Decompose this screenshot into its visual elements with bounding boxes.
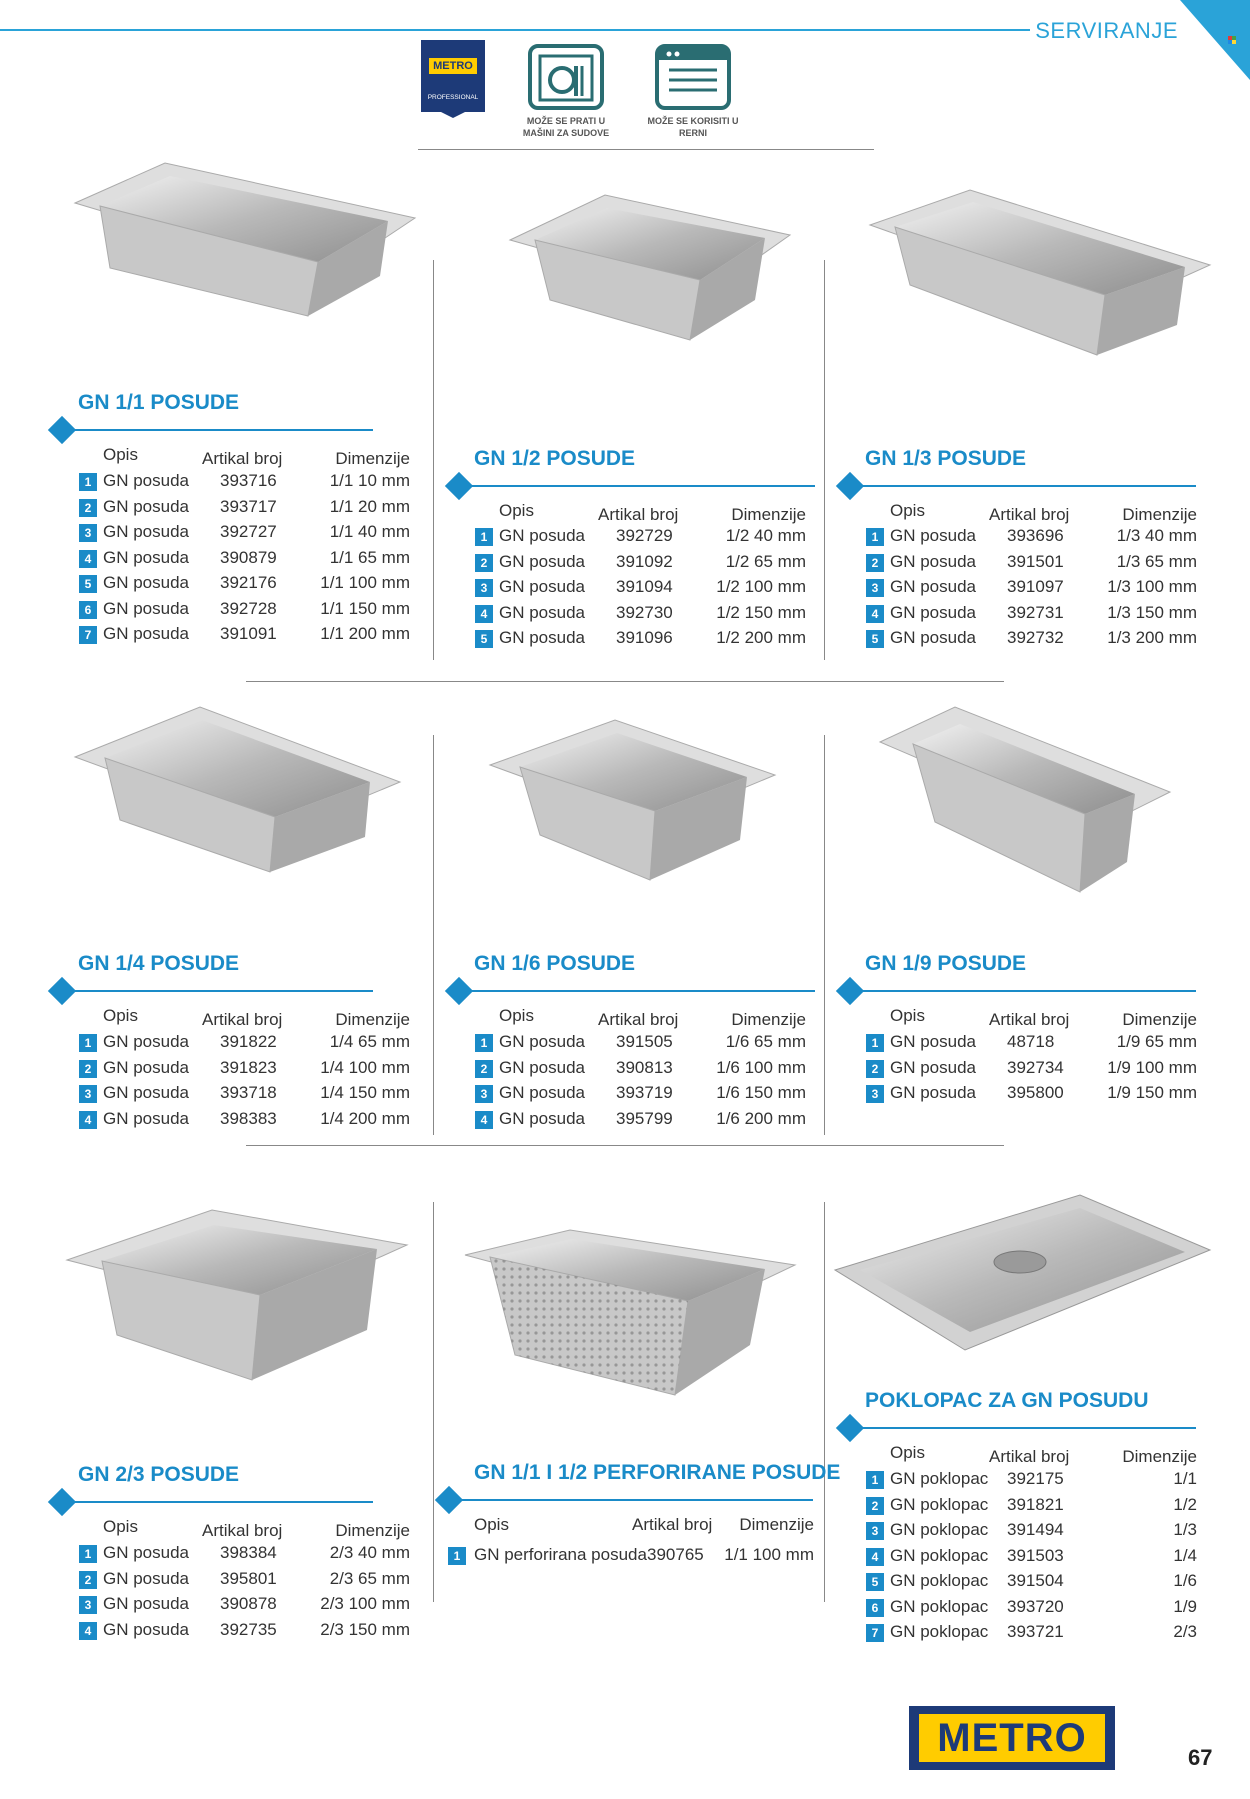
row-description: GN posuda xyxy=(103,1543,189,1562)
row-article-number: 391096 xyxy=(616,628,673,647)
row-dimension: 1/9 xyxy=(1173,1596,1197,1616)
row-number-badge: 2 xyxy=(79,1060,97,1078)
divider xyxy=(246,681,1004,682)
row-dimension: 1/6 150 mm xyxy=(716,1083,806,1102)
row-article-number: 390765 xyxy=(647,1545,704,1564)
row-article-number: 393721 xyxy=(1007,1622,1064,1641)
divider xyxy=(824,735,825,1135)
block-title: GN 1/4 POSUDE xyxy=(78,952,240,975)
row-number-badge: 5 xyxy=(79,575,97,593)
row-number-badge: 3 xyxy=(79,524,97,542)
row-article-number: 393716 xyxy=(220,471,277,490)
row-article-number: 395801 xyxy=(220,1568,277,1588)
column-header-dimenzije: Dimenzije xyxy=(1122,1447,1197,1466)
column-header-dimenzije: Dimenzije xyxy=(739,1515,814,1534)
row-number-badge: 1 xyxy=(79,1034,97,1052)
row-dimension: 1/2 100 mm xyxy=(716,577,806,596)
badge-divider xyxy=(418,149,874,150)
row-dimension: 1/3 100 mm xyxy=(1107,577,1197,596)
row-number-badge: 1 xyxy=(79,473,97,491)
row-article-number: 393717 xyxy=(220,496,277,516)
row-description: GN perforirana posuda xyxy=(474,1545,647,1564)
row-description: GN poklopac xyxy=(890,1571,989,1590)
title-underline xyxy=(846,990,1196,992)
row-dimension: 1/4 100 mm xyxy=(320,1057,410,1077)
page-number: 67 xyxy=(1188,1745,1213,1770)
row-article-number: 392731 xyxy=(1007,602,1064,622)
column-header-dimenzije: Dimenzije xyxy=(335,1010,410,1029)
row-article-number: 392730 xyxy=(616,602,673,622)
title-underline xyxy=(846,485,1196,487)
title-underline xyxy=(58,429,373,431)
row-article-number: 392175 xyxy=(1007,1469,1064,1488)
column-header-opis: Opis xyxy=(103,445,138,464)
row-article-number: 391823 xyxy=(220,1057,277,1077)
row-article-number: 391097 xyxy=(1007,577,1064,596)
title-underline xyxy=(455,485,815,487)
row-description: GN posuda xyxy=(103,1619,189,1639)
oven-caption: MOŽE SE KORISITI U RERNI xyxy=(647,116,739,138)
row-dimension: 1/2 200 mm xyxy=(716,628,806,647)
row-article-number: 392732 xyxy=(1007,628,1064,647)
row-description: GN posuda xyxy=(890,1032,976,1051)
row-description: GN posuda xyxy=(103,1032,189,1051)
column-header-artikal: Artikal broj xyxy=(989,1010,1070,1029)
row-article-number: 390813 xyxy=(616,1057,673,1077)
row-number-badge: 2 xyxy=(866,554,884,572)
row-number-badge: 6 xyxy=(866,1599,884,1617)
header-rule xyxy=(0,29,1030,31)
row-dimension: 2/3 65 mm xyxy=(329,1568,410,1588)
row-number-badge: 1 xyxy=(448,1547,466,1565)
row-number-badge: 2 xyxy=(79,499,97,517)
row-article-number: 392727 xyxy=(220,522,277,541)
column-header-dimenzije: Dimenzije xyxy=(335,1521,410,1540)
column-header-opis: Opis xyxy=(890,1443,925,1462)
column-header-opis: Opis xyxy=(890,1006,925,1025)
product-image xyxy=(70,158,420,328)
row-description: GN posuda xyxy=(890,1083,976,1102)
block-title: GN 1/1 POSUDE xyxy=(78,391,240,414)
row-dimension: 1/6 65 mm xyxy=(725,1032,806,1051)
row-article-number: 392176 xyxy=(220,573,277,592)
divider xyxy=(433,260,434,660)
row-dimension: 1/1 65 mm xyxy=(329,547,410,567)
row-dimension: 1/2 65 mm xyxy=(725,551,806,571)
row-article-number: 395799 xyxy=(616,1108,673,1128)
row-description: GN posuda xyxy=(499,526,585,545)
metro-professional-badge xyxy=(421,40,485,126)
row-description: GN poklopac xyxy=(890,1596,989,1616)
row-description: GN posuda xyxy=(890,602,976,622)
row-number-badge: 1 xyxy=(866,1034,884,1052)
row-article-number: 391092 xyxy=(616,551,673,571)
column-header-artikal: Artikal broj xyxy=(202,1521,283,1540)
row-article-number: 392729 xyxy=(616,526,673,545)
badge-brand: METRO xyxy=(429,58,477,74)
row-article-number: 391094 xyxy=(616,577,673,596)
row-description: GN poklopac xyxy=(890,1494,989,1514)
row-number-badge: 1 xyxy=(475,1034,493,1052)
row-article-number: 393696 xyxy=(1007,526,1064,545)
row-description: GN poklopac xyxy=(890,1520,989,1539)
row-number-badge: 2 xyxy=(475,554,493,572)
row-dimension: 1/3 65 mm xyxy=(1116,551,1197,571)
row-article-number: 398384 xyxy=(220,1543,277,1562)
row-dimension: 1/1 10 mm xyxy=(329,471,410,490)
row-number-badge: 4 xyxy=(475,605,493,623)
row-dimension: 1/2 40 mm xyxy=(725,526,806,545)
column-header-opis: Opis xyxy=(474,1515,509,1534)
row-dimension: 1/1 xyxy=(1173,1469,1197,1488)
metro-logo xyxy=(909,1706,1115,1770)
row-dimension: 1/3 40 mm xyxy=(1116,526,1197,545)
row-description: GN posuda xyxy=(890,526,976,545)
row-article-number: 391091 xyxy=(220,624,277,643)
row-number-badge: 4 xyxy=(866,605,884,623)
row-dimension: 1/2 xyxy=(1173,1494,1197,1514)
row-number-badge: 5 xyxy=(866,1573,884,1591)
row-dimension: 1/4 150 mm xyxy=(320,1083,410,1102)
row-number-badge: 1 xyxy=(866,528,884,546)
row-description: GN posuda xyxy=(499,1083,585,1102)
product-image xyxy=(460,1225,800,1405)
column-header-artikal: Artikal broj xyxy=(202,449,283,468)
row-number-badge: 3 xyxy=(866,1085,884,1103)
row-description: GN poklopac xyxy=(890,1469,989,1488)
title-underline xyxy=(846,1427,1196,1429)
block-title: GN 1/1 I 1/2 PERFORIRANE POSUDE xyxy=(474,1461,841,1484)
column-header-dimenzije: Dimenzije xyxy=(1122,1010,1197,1029)
row-number-badge: 4 xyxy=(79,1111,97,1129)
row-description: GN posuda xyxy=(499,1032,585,1051)
column-header-artikal: Artikal broj xyxy=(202,1010,283,1029)
row-description: GN posuda xyxy=(103,1568,189,1588)
row-number-badge: 3 xyxy=(475,579,493,597)
metro-logo-text: METRO xyxy=(919,1714,1105,1762)
row-number-badge: 3 xyxy=(475,1085,493,1103)
block-title: GN 1/3 POSUDE xyxy=(865,447,1027,470)
row-number-badge: 3 xyxy=(79,1596,97,1614)
product-image xyxy=(62,1205,412,1385)
product-image xyxy=(505,190,795,345)
row-article-number: 391822 xyxy=(220,1032,277,1051)
row-article-number: 393720 xyxy=(1007,1596,1064,1616)
row-description: GN posuda xyxy=(499,577,585,596)
row-description: GN posuda xyxy=(499,628,585,647)
column-header-artikal: Artikal broj xyxy=(632,1515,713,1534)
column-header-artikal: Artikal broj xyxy=(598,505,679,524)
row-dimension: 1/1 100 mm xyxy=(724,1545,814,1564)
row-article-number: 390878 xyxy=(220,1594,277,1613)
title-underline xyxy=(58,1501,373,1503)
row-dimension: 1/6 200 mm xyxy=(716,1108,806,1128)
row-dimension: 2/3 100 mm xyxy=(320,1594,410,1613)
column-header-opis: Opis xyxy=(103,1006,138,1025)
row-dimension: 1/3 150 mm xyxy=(1107,602,1197,622)
column-header-dimenzije: Dimenzije xyxy=(335,449,410,468)
row-number-badge: 5 xyxy=(866,630,884,648)
row-description: GN posuda xyxy=(103,1057,189,1077)
column-header-dimenzije: Dimenzije xyxy=(731,505,806,524)
title-underline xyxy=(455,990,815,992)
column-header-opis: Opis xyxy=(499,1006,534,1025)
row-article-number: 390879 xyxy=(220,547,277,567)
row-dimension: 2/3 40 mm xyxy=(329,1543,410,1562)
row-description: GN posuda xyxy=(499,1057,585,1077)
row-number-badge: 2 xyxy=(79,1571,97,1589)
block-title: GN 2/3 POSUDE xyxy=(78,1463,240,1486)
row-dimension: 1/1 20 mm xyxy=(329,496,410,516)
row-description: GN posuda xyxy=(890,628,976,647)
column-header-opis: Opis xyxy=(890,501,925,520)
row-number-badge: 4 xyxy=(866,1548,884,1566)
row-dimension: 1/4 xyxy=(1173,1545,1197,1565)
row-article-number: 392735 xyxy=(220,1619,277,1639)
column-header-opis: Opis xyxy=(499,501,534,520)
title-underline xyxy=(445,1499,813,1501)
row-number-badge: 1 xyxy=(866,1471,884,1489)
row-number-badge: 4 xyxy=(79,550,97,568)
column-header-dimenzije: Dimenzije xyxy=(731,1010,806,1029)
product-image xyxy=(865,185,1215,360)
row-number-badge: 3 xyxy=(79,1085,97,1103)
column-header-opis: Opis xyxy=(103,1517,138,1536)
row-dimension: 1/3 xyxy=(1173,1520,1197,1539)
divider xyxy=(433,735,434,1135)
block-title: POKLOPAC ZA GN POSUDU xyxy=(865,1389,1149,1412)
product-image xyxy=(70,702,405,877)
row-article-number: 48718 xyxy=(1007,1032,1055,1051)
row-dimension: 1/1 200 mm xyxy=(320,624,410,643)
row-article-number: 398383 xyxy=(220,1108,277,1128)
row-description: GN poklopac xyxy=(890,1622,989,1641)
block-title: GN 1/6 POSUDE xyxy=(474,952,636,975)
product-image xyxy=(485,715,780,885)
row-number-badge: 2 xyxy=(866,1497,884,1515)
row-description: GN posuda xyxy=(499,602,585,622)
row-description: GN posuda xyxy=(103,471,189,490)
row-dimension: 1/9 65 mm xyxy=(1116,1032,1197,1051)
row-dimension: 2/3 xyxy=(1173,1622,1197,1641)
divider xyxy=(824,260,825,660)
row-description: GN posuda xyxy=(103,624,189,643)
row-number-badge: 3 xyxy=(866,1522,884,1540)
row-article-number: 392734 xyxy=(1007,1057,1064,1077)
row-number-badge: 2 xyxy=(866,1060,884,1078)
row-article-number: 391504 xyxy=(1007,1571,1064,1590)
row-article-number: 392728 xyxy=(220,598,277,618)
row-number-badge: 3 xyxy=(866,579,884,597)
row-number-badge: 7 xyxy=(79,626,97,644)
row-dimension: 2/3 150 mm xyxy=(320,1619,410,1639)
row-dimension: 1/4 65 mm xyxy=(329,1032,410,1051)
product-image xyxy=(875,702,1175,897)
row-description: GN posuda xyxy=(103,1083,189,1102)
row-dimension: 1/4 200 mm xyxy=(320,1108,410,1128)
row-number-badge: 7 xyxy=(866,1624,884,1642)
block-title: GN 1/9 POSUDE xyxy=(865,952,1027,975)
row-dimension: 1/1 100 mm xyxy=(320,573,410,592)
row-article-number: 391494 xyxy=(1007,1520,1064,1539)
row-description: GN posuda xyxy=(103,598,189,618)
row-dimension: 1/1 40 mm xyxy=(329,522,410,541)
column-header-artikal: Artikal broj xyxy=(989,1447,1070,1466)
row-dimension: 1/6 100 mm xyxy=(716,1057,806,1077)
row-description: GN posuda xyxy=(103,1108,189,1128)
row-description: GN posuda xyxy=(103,547,189,567)
row-number-badge: 5 xyxy=(475,630,493,648)
row-dimension: 1/6 xyxy=(1173,1571,1197,1590)
row-article-number: 391503 xyxy=(1007,1545,1064,1565)
row-number-badge: 1 xyxy=(79,1545,97,1563)
divider xyxy=(824,1202,825,1602)
row-article-number: 395800 xyxy=(1007,1083,1064,1102)
row-article-number: 391505 xyxy=(616,1032,673,1051)
row-dimension: 1/3 200 mm xyxy=(1107,628,1197,647)
row-dimension: 1/1 150 mm xyxy=(320,598,410,618)
row-description: GN poklopac xyxy=(890,1545,989,1565)
row-description: GN posuda xyxy=(499,1108,585,1128)
column-header-artikal: Artikal broj xyxy=(598,1010,679,1029)
oven-icon xyxy=(655,44,731,110)
column-header-dimenzije: Dimenzije xyxy=(1122,505,1197,524)
dishwasher-icon xyxy=(528,44,604,110)
title-underline xyxy=(58,990,373,992)
row-description: GN posuda xyxy=(890,1057,976,1077)
row-description: GN posuda xyxy=(103,573,189,592)
section-title: SERVIRANJE xyxy=(1035,18,1178,43)
badge-sub: PROFESSIONAL xyxy=(427,94,479,101)
row-article-number: 391821 xyxy=(1007,1494,1064,1514)
row-article-number: 393719 xyxy=(616,1083,673,1102)
row-dimension: 1/2 150 mm xyxy=(716,602,806,622)
block-title: GN 1/2 POSUDE xyxy=(474,447,636,470)
product-image xyxy=(830,1190,1215,1355)
row-number-badge: 2 xyxy=(475,1060,493,1078)
row-description: GN posuda xyxy=(499,551,585,571)
row-dimension: 1/9 150 mm xyxy=(1107,1083,1197,1102)
dishwasher-caption: MOŽE SE PRATI U MAŠINI ZA SUDOVE xyxy=(522,116,610,138)
row-description: GN posuda xyxy=(890,577,976,596)
row-number-badge: 4 xyxy=(475,1111,493,1129)
row-description: GN posuda xyxy=(103,496,189,516)
row-number-badge: 6 xyxy=(79,601,97,619)
row-dimension: 1/9 100 mm xyxy=(1107,1057,1197,1077)
row-article-number: 391501 xyxy=(1007,551,1064,571)
row-number-badge: 4 xyxy=(79,1622,97,1640)
row-description: GN posuda xyxy=(890,551,976,571)
divider xyxy=(433,1202,434,1602)
row-description: GN posuda xyxy=(103,1594,189,1613)
row-number-badge: 1 xyxy=(475,528,493,546)
row-description: GN posuda xyxy=(103,522,189,541)
corner-flag-icon xyxy=(1180,0,1250,80)
divider xyxy=(246,1145,1004,1146)
column-header-artikal: Artikal broj xyxy=(989,505,1070,524)
row-article-number: 393718 xyxy=(220,1083,277,1102)
